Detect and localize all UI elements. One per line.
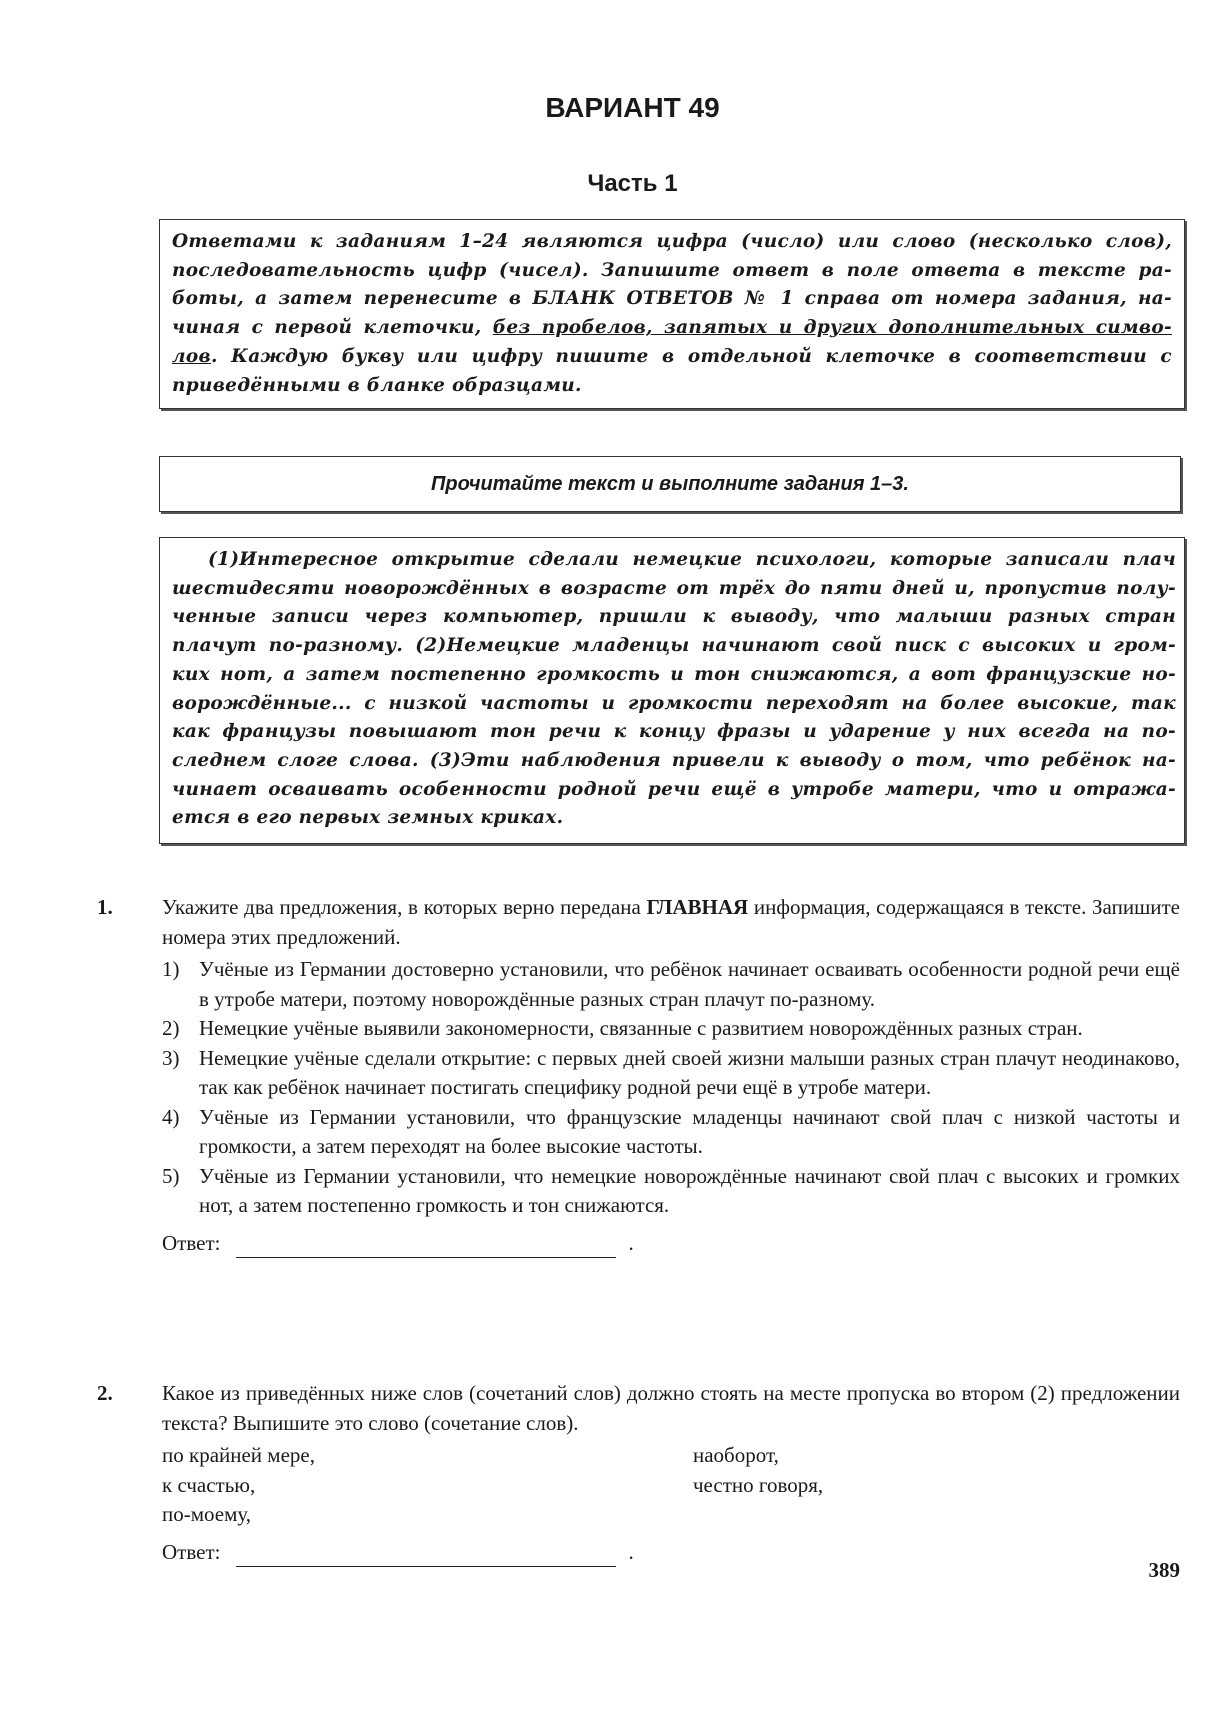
instructions-underlined: без пробелов, запятых и других дополнительных симво-: [492, 317, 1172, 339]
answer-label: Ответ:: [162, 1230, 221, 1255]
instructions-line: последовательность цифр (чисел). Запишите ответ в поле ответа в тексте ра-: [172, 259, 1172, 281]
prompt-emphasis: ГЛАВНАЯ: [646, 895, 749, 919]
question-2: [162, 1379, 1180, 1567]
variant-title: ВАРИАНТ 49: [545, 92, 720, 123]
question-2-prompt: Какое из приведённых ниже слов (сочетаний слов) должно стоять на месте пропуска во втором (2) предложении текста? Выпишите это слово (сочетание слов).: [162, 1381, 1180, 1435]
option-text: Немецкие учёные выявили закономерности, связанные с развитием новорождённых разных стран.: [199, 1016, 1083, 1040]
choice: наоборот,: [693, 1443, 779, 1467]
prompt-text: Укажите два предложения, в которых верно передана: [162, 895, 647, 919]
option-2: [162, 1014, 1180, 1044]
instructions-line: [172, 314, 1172, 343]
option-4: [162, 1103, 1180, 1162]
instructions-underlined: лов: [172, 345, 211, 367]
answer-period: .: [628, 1539, 634, 1564]
option-1: [162, 955, 1180, 1014]
passage-line: чинает осваивать особенности родной речи ещё в утробе матери, что и отража-: [172, 778, 1176, 800]
option-text: Немецкие учёные сделали открытие: с первых дней своей жизни малыши разных стран плачут неодинаково, так как ребёнок начинает постигать специфику родной речи ещё в утробе матери.: [199, 1045, 1180, 1099]
answer-row: [162, 1538, 1180, 1568]
option-number: 1): [162, 957, 180, 981]
instructions-line: Ответами к заданиям 1–24 являются цифра (число) или слово (несколько слов),: [172, 231, 1172, 252]
part-title: Часть 1: [587, 170, 678, 197]
question-2-number: 2.: [97, 1381, 113, 1405]
passage-line: ких нот, а затем постепенно громкость и тон снижаются, а вот французские но-: [172, 663, 1176, 685]
option-number: 3): [162, 1045, 180, 1070]
question-1-number: 1.: [97, 895, 113, 919]
option-3: [162, 1044, 1180, 1103]
question-1: [162, 893, 1180, 1258]
question-1-prompt: [162, 893, 1180, 952]
answer-field[interactable]: [236, 1235, 616, 1258]
instructions-line: боты, а затем перенесите в БЛАНК ОТВЕТОВ № 1 справа от номера задания, на-: [172, 288, 1172, 310]
passage-line: ворождённые... с низкой частоты и громкости переходят на более высокие, так: [172, 692, 1176, 714]
instructions-box: [159, 219, 1185, 409]
choices-list: [162, 1441, 1180, 1530]
option-text: Учёные из Германии установили, что немецкие новорождённые начинают свой плач с высоких и громких нот, а затем постепенно громкость и тон снижаются.: [199, 1163, 1180, 1217]
answer-row: [162, 1229, 1180, 1259]
read-prompt-box: [159, 456, 1181, 512]
passage-line: следнем слоге слова. (3)Эти наблюдения привели к выводу о том, что ребёнок на-: [172, 749, 1176, 771]
answer-field[interactable]: [236, 1544, 616, 1567]
option-number: 4): [162, 1104, 180, 1129]
prompt-text: информация, содержащаяся в тексте. Запишите номера этих предложений.: [162, 895, 1180, 949]
choice: честно говоря,: [693, 1472, 824, 1497]
read-prompt: Прочитайте текст и выполните задания 1–3.: [431, 473, 909, 495]
answer-label: Ответ:: [162, 1539, 221, 1564]
choice: по крайней мере,: [162, 1443, 315, 1467]
passage-line: плачут по-разному. (2)Немецкие младенцы начинают свой писк с высоких и гром-: [172, 635, 1176, 657]
passage-box: [159, 537, 1185, 844]
option-text: Учёные из Германии установили, что французские младенцы начинают свой плач с низкой частоты и громкости, а затем переходят на более высокие частоты.: [199, 1104, 1180, 1158]
passage-line: (1)Интересное открытие сделали немецкие психологи, которые записали плач: [208, 549, 1176, 570]
answer-period: .: [628, 1230, 634, 1255]
passage-line: шестидесяти новорождённых в возрасте от трёх до пяти дней и, пропустив полу-: [172, 577, 1176, 599]
option-number: 2): [162, 1016, 180, 1040]
option-5: [162, 1162, 1180, 1221]
instructions-text: чиная с первой клеточки,: [172, 317, 493, 339]
passage-line: как французы повышают тон речи к концу фразы и ударение у них всегда на по-: [172, 721, 1176, 743]
page-number: 389: [1148, 1558, 1180, 1582]
instructions-line: [172, 343, 1172, 372]
passage-line: ченные записи через компьютер, пришли к выводу, что малыши разных стран: [172, 606, 1176, 628]
choice: по-моему,: [162, 1502, 252, 1526]
choice: к счастью,: [162, 1472, 256, 1497]
option-text: Учёные из Германии достоверно установили, что ребёнок начинает осваивать особенности родной речи ещё в утробе матери, поэтому новорождённые разных стран плачут по-разному.: [199, 957, 1180, 1011]
option-number: 5): [162, 1163, 180, 1188]
instructions-line: приведёнными в бланке образцами.: [172, 374, 582, 396]
passage-line: ется в его первых земных криках.: [172, 807, 564, 829]
instructions-text: . Каждую букву или цифру пишите в отдельной клеточке в соответствии с: [210, 345, 1172, 367]
